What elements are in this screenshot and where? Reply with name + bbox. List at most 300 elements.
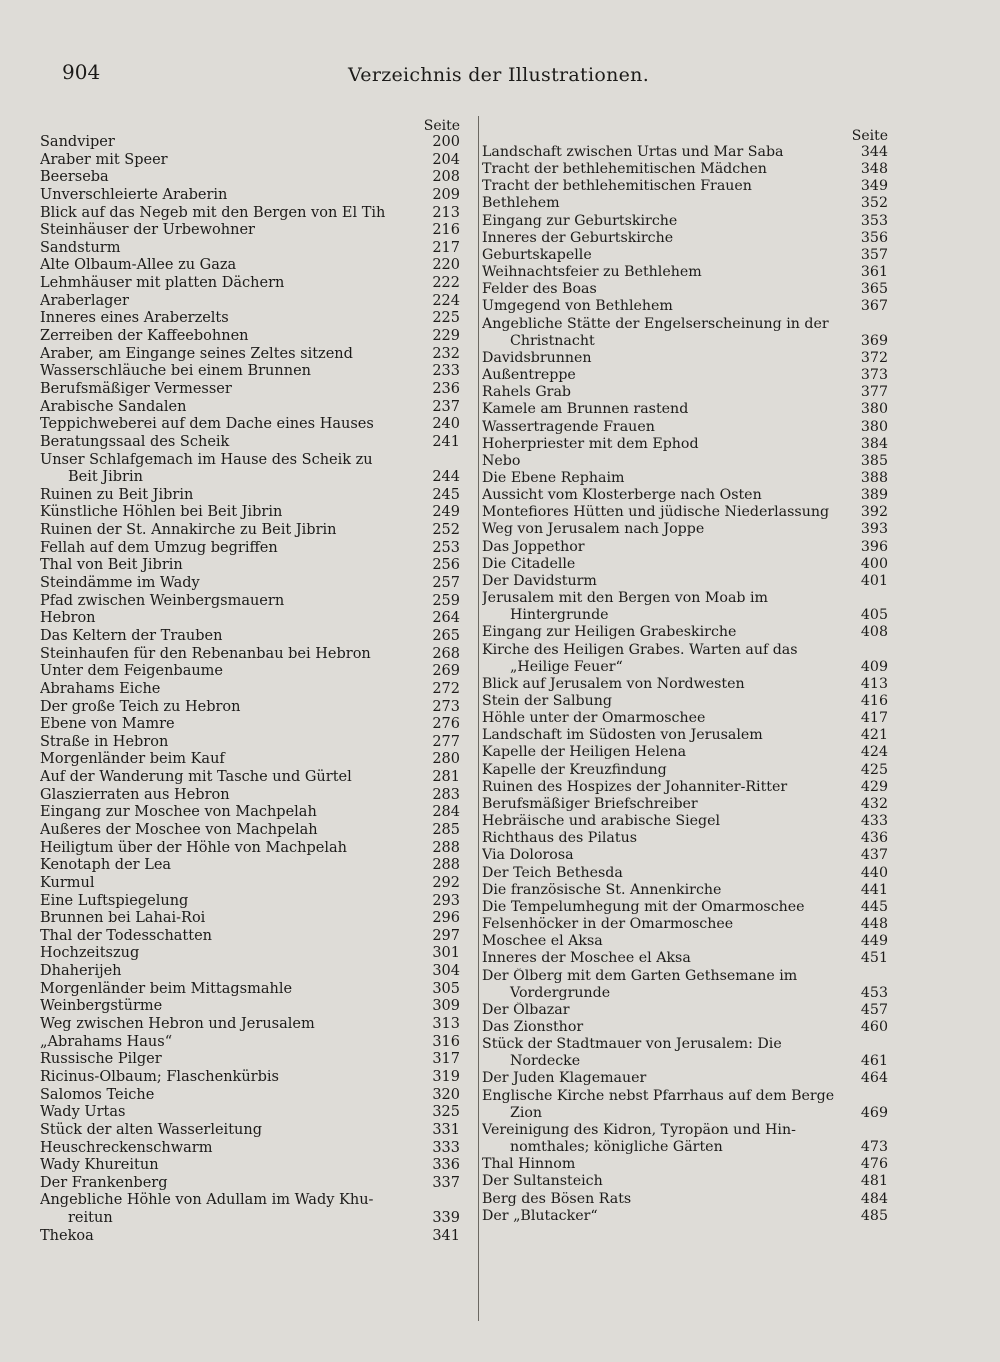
entry-title: Eingang zur Heiligen Grabeskirche [482,624,737,641]
entry-page-number: 241 [432,433,460,450]
entry-title: Hebräische und arabische Siegel [482,813,721,830]
list-item [482,744,888,761]
entry-title: Wady Urtas [40,1104,126,1121]
list-item [482,281,888,298]
entry-page-number: 373 [860,367,888,384]
entry-page-number: 216 [432,222,460,239]
entry-title: Der Juden Klagemauer [482,1070,647,1087]
list-item [482,1019,888,1036]
entry-page-number: 317 [432,1051,460,1068]
entry-page-number: 305 [432,980,460,997]
entry-title: Davidsbrunnen [482,349,592,366]
entry-page-number: 213 [432,204,460,221]
entry-title: Kamele am Brunnen rastend [482,401,689,418]
list-item [40,416,460,434]
list-item [40,910,460,928]
right-entry-list [482,144,888,1225]
list-item [40,1051,460,1069]
list-item [40,1192,460,1227]
list-item [482,968,888,1002]
entry-title: Angebliche Höhle von Adullam im Wady Khu- reitun [40,1192,374,1227]
list-item [482,539,888,556]
entry-page-number: 320 [432,1086,460,1103]
entry-title-continuation: „Heilige Feuer“ [510,658,623,675]
list-item [40,751,460,769]
entry-title: Thekoa [40,1227,94,1244]
entry-title: Auf der Wanderung mit Tasche und Gürtel [40,769,352,786]
list-item [40,1122,460,1140]
list-item [482,298,888,315]
entry-title: Das Joppethor [482,538,585,555]
entry-page-number: 357 [860,246,888,263]
entry-page-number: 400 [860,555,888,572]
entry-page-number: 349 [860,178,888,195]
entry-page-number: 396 [860,538,888,555]
list-item [482,1002,888,1019]
list-item [40,1087,460,1105]
entry-title: Araberlager [40,292,129,309]
entry-page-number: 301 [432,945,460,962]
list-item [40,663,460,681]
entry-page-number: 361 [860,264,888,281]
left-entry-list [40,134,460,1245]
entry-title: Hoherpriester mit dem Ephod [482,435,699,452]
entry-title: Kapelle der Heiligen Helena [482,744,687,761]
entry-title: Felsenhöcker in der Omarmoschee [482,916,734,933]
entry-page-number: 344 [860,144,888,160]
list-item [40,1175,460,1193]
entry-title: Brunnen bei Lahai-Roi [40,910,206,927]
entry-title: Künstliche Höhlen bei Beit Jibrin [40,504,283,521]
entry-page-number: 336 [432,1157,460,1174]
right-column [482,128,888,1225]
entry-page-number: 408 [860,624,888,641]
list-item [482,1070,888,1087]
entry-title: Nebo [482,452,521,469]
entry-title: Ricinus-Ölbaum; Flaschenkürbis [40,1068,279,1085]
entry-page-number: 367 [860,298,888,315]
entry-title: Äußeres der Moschee von Machpelah [40,821,318,838]
entry-page-number: 293 [432,892,460,909]
list-item [482,727,888,744]
entry-title: Beratungssaal des Scheik [40,433,230,450]
list-item [482,419,888,436]
list-item [482,470,888,487]
entry-title: Das Zionsthor [482,1018,584,1035]
entry-page-number: 269 [432,663,460,680]
list-item [40,1016,460,1034]
entry-page-number: 233 [432,363,460,380]
entry-page-number: 217 [432,239,460,256]
entry-page-number: 200 [432,134,460,150]
entry-title: Salomos Teiche [40,1086,155,1103]
entry-title: Jerusalem mit den Bergen von Moab im Hintergrunde [482,590,769,624]
entry-title: Kirche des Heiligen Grabes. Warten auf das „Heilige Feuer“ [482,641,798,675]
list-item [40,152,460,170]
entry-page-number: 224 [432,292,460,309]
list-item [40,1034,460,1052]
entry-title: Wassertragende Frauen [482,418,655,435]
entry-page-number: 413 [860,675,888,692]
entry-page-number: 297 [432,927,460,944]
list-item [482,796,888,813]
page-number: 904 [62,60,101,84]
list-item [482,1191,888,1208]
entry-page-number: 484 [860,1190,888,1207]
column-divider [478,116,479,1321]
entry-title: Pfad zwischen Weinbergsmauern [40,592,285,609]
list-item [482,865,888,882]
list-item [482,1088,888,1122]
entry-title: Unser Schlafgemach im Hause des Scheik zu Beit Jibrin [40,451,373,486]
list-item [40,716,460,734]
list-item [40,522,460,540]
entry-page-number: 252 [432,522,460,539]
entry-page-number: 377 [860,384,888,401]
entry-title: Die französische St. Annenkirche [482,881,722,898]
list-item [482,247,888,264]
entry-title: Bethlehem [482,195,560,212]
list-item [40,169,460,187]
entry-title: Der Frankenberg [40,1174,168,1191]
list-item [40,681,460,699]
entry-title: Kurmul [40,874,95,891]
list-item [482,882,888,899]
entry-title: Teppichweberei auf dem Dache eines Hauses [40,416,374,433]
entry-title: Blick auf Jerusalem von Nordwesten [482,675,745,692]
entry-page-number: 460 [860,1018,888,1035]
entry-page-number: 325 [432,1104,460,1121]
entry-page-number: 341 [432,1227,460,1244]
list-item [40,240,460,258]
entry-title: Der Ölberg mit dem Garten Gethsemane im Vordergrunde [482,967,798,1001]
entry-title: Russische Pilger [40,1051,162,1068]
entry-page-number: 232 [432,345,460,362]
entry-title: Heiligtum über der Höhle von Machpelah [40,839,347,856]
list-item [40,822,460,840]
entry-page-number: 237 [432,398,460,415]
list-item [482,642,888,676]
entry-page-number: 296 [432,910,460,927]
list-item [482,1208,888,1225]
entry-title: Der Ölbazar [482,1001,570,1018]
list-item [40,1104,460,1122]
entry-page-number: 225 [432,310,460,327]
entry-title: Richthaus des Pilatus [482,830,637,847]
entry-title: Aussicht vom Klosterberge nach Osten [482,487,762,504]
entry-title: Der „Blutacker“ [482,1207,598,1224]
entry-title: Zerreiben der Kaffeebohnen [40,328,249,345]
entry-page-number: 356 [860,229,888,246]
list-item [40,293,460,311]
entry-page-number: 280 [432,751,460,768]
list-item [40,275,460,293]
left-column [40,118,460,1245]
seite-label-left: Seite [423,118,460,134]
entry-title: Kenotaph der Lea [40,857,172,874]
entry-title: Steinhaufen für den Rebenanbau bei Hebron [40,645,371,662]
list-item [40,328,460,346]
entry-title-continuation: nomthales; königliche Gärten [510,1139,723,1156]
entry-page-number: 240 [432,416,460,433]
entry-title: „Abrahams Haus“ [40,1033,173,1050]
list-item [482,401,888,418]
entry-title: Ruinen der St. Annakirche zu Beit Jibrin [40,522,337,539]
entry-title: Tracht der bethlehemitischen Frauen [482,178,752,195]
entry-title: Araber, am Eingange seines Zeltes sitzend [40,345,353,362]
entry-title: Der Sultansteich [482,1173,603,1190]
list-item [40,381,460,399]
list-item [40,399,460,417]
entry-title: Der große Teich zu Hebron [40,698,241,715]
entry-page-number: 284 [432,804,460,821]
list-item [40,1228,460,1246]
entry-title: Höhle unter der Omarmoschee [482,710,706,727]
list-item [482,1156,888,1173]
entry-title: Thal Hinnom [482,1156,576,1173]
entry-title: Via Dolorosa [482,847,574,864]
entry-page-number: 421 [860,727,888,744]
entry-title: Landschaft zwischen Urtas und Mar Saba [482,144,784,160]
list-item [40,222,460,240]
list-item [482,367,888,384]
list-item [40,593,460,611]
list-item [40,346,460,364]
list-item [40,628,460,646]
entry-title: Moschee el Aksa [482,933,603,950]
entry-title: Inneres eines Araberzelts [40,310,229,327]
entry-title: Vereinigung des Kidron, Tyropäon und Hin- nomthales; königliche Gärten [482,1121,796,1156]
entry-page-number: 417 [860,710,888,727]
list-item [40,610,460,628]
entry-page-number: 236 [432,380,460,397]
entry-title: Lehmhäuser mit platten Dächern [40,275,285,292]
list-item [40,875,460,893]
entry-page-number: 304 [432,963,460,980]
entry-page-number: 388 [860,469,888,486]
entry-page-number: 288 [432,839,460,856]
list-item [40,893,460,911]
list-item [482,556,888,573]
entry-title: Die Tempelumhegung mit der Omarmoschee [482,898,805,915]
entry-page-number: 333 [432,1139,460,1156]
list-item [482,813,888,830]
entry-title: Angebliche Stätte der Engelserscheinung in der Christnacht [482,315,829,349]
entry-page-number: 384 [860,435,888,452]
list-item [482,830,888,847]
entry-page-number: 393 [860,521,888,538]
entry-page-number: 253 [432,539,460,556]
entry-title: Wady Khureitun [40,1157,159,1174]
entry-page-number: 441 [860,881,888,898]
entry-page-number: 432 [860,795,888,812]
list-item [40,557,460,575]
list-item [482,230,888,247]
entry-title: Die Ebene Rephaim [482,469,625,486]
list-item [40,504,460,522]
list-item [482,693,888,710]
entry-page-number: 481 [860,1173,888,1190]
entry-page-number: 283 [432,786,460,803]
entry-page-number: 461 [860,1053,888,1070]
entry-page-number: 453 [860,984,888,1001]
entry-page-number: 429 [860,778,888,795]
list-item [482,504,888,521]
entry-page-number: 208 [432,169,460,186]
list-item [40,310,460,328]
entry-page-number: 277 [432,733,460,750]
entry-page-number: 451 [860,950,888,967]
list-item [40,434,460,452]
entry-page-number: 385 [860,452,888,469]
entry-page-number: 256 [432,557,460,574]
list-item [482,316,888,350]
entry-title: Wasserschläuche bei einem Brunnen [40,363,311,380]
list-item [40,187,460,205]
entry-page-number: 348 [860,161,888,178]
entry-page-number: 257 [432,575,460,592]
entry-title: Beerseba [40,169,109,186]
entry-page-number: 485 [860,1207,888,1224]
seite-label-right: Seite [851,128,888,144]
entry-page-number: 352 [860,195,888,212]
entry-title: Sandviper [40,134,115,150]
entry-page-number: 259 [432,592,460,609]
entry-title: Weihnachtsfeier zu Bethlehem [482,264,702,281]
entry-title: Außentreppe [482,367,576,384]
list-item [40,487,460,505]
entry-page-number: 380 [860,418,888,435]
entry-page-number: 337 [432,1174,460,1191]
list-item [482,1036,888,1070]
entry-page-number: 249 [432,504,460,521]
list-item [40,840,460,858]
entry-title: Das Keltern der Trauben [40,627,223,644]
entry-title: Ruinen zu Beit Jibrin [40,486,194,503]
list-item [40,787,460,805]
list-item [40,134,460,152]
entry-page-number: 365 [860,281,888,298]
list-item [40,804,460,822]
entry-title: Eine Luftspiegelung [40,892,189,909]
entry-title: Stück der alten Wasserleitung [40,1121,262,1138]
entry-title: Landschaft im Südosten von Jerusalem [482,727,763,744]
entry-page-number: 464 [860,1070,888,1087]
entry-title: Arabische Sandalen [40,398,187,415]
entry-title: Geburtskapelle [482,246,592,263]
entry-title: Dhaherijeh [40,963,122,980]
entry-page-number: 449 [860,933,888,950]
list-item [482,1122,888,1156]
list-item [40,257,460,275]
entry-title: Montefiores Hütten und jüdische Niederlassung [482,504,830,521]
list-item [40,452,460,487]
list-item [482,933,888,950]
entry-title-continuation: Hintergrunde [510,607,609,624]
entry-title: Fellah auf dem Umzug begriffen [40,539,278,556]
list-item [40,646,460,664]
list-item [40,575,460,593]
entry-title: Eingang zur Moschee von Machpelah [40,804,317,821]
entry-page-number: 401 [860,572,888,589]
list-item [482,195,888,212]
running-head: Verzeichnis der Illustrationen. [348,64,650,86]
entry-title: Unter dem Feigenbaume [40,663,224,680]
list-item [40,363,460,381]
entry-title-continuation: Beit Jibrin [68,469,143,486]
entry-page-number: 339 [432,1210,460,1227]
entry-title: Weg zwischen Hebron und Jerusalem [40,1016,315,1033]
list-item [40,945,460,963]
entry-page-number: 273 [432,698,460,715]
entry-title: Die Citadelle [482,555,576,572]
list-item [482,573,888,590]
entry-title: Steindämme im Wady [40,575,200,592]
entry-page-number: 313 [432,1016,460,1033]
list-item [40,928,460,946]
entry-page-number: 469 [860,1104,888,1121]
entry-page-number: 473 [860,1139,888,1156]
entry-page-number: 309 [432,998,460,1015]
entry-page-number: 245 [432,486,460,503]
entry-title: Sandsturm [40,239,121,256]
entry-page-number: 372 [860,349,888,366]
list-item [482,436,888,453]
entry-page-number: 448 [860,916,888,933]
entry-page-number: 457 [860,1001,888,1018]
entry-title: Kapelle der Kreuzfindung [482,761,667,778]
list-item [482,624,888,641]
list-item [482,161,888,178]
entry-title: Straße in Hebron [40,733,169,750]
entry-page-number: 437 [860,847,888,864]
entry-page-number: 220 [432,257,460,274]
entry-title: Umgegend von Bethlehem [482,298,673,315]
entry-page-number: 268 [432,645,460,662]
list-item [482,487,888,504]
entry-title-continuation: reitun [68,1210,113,1227]
list-item [482,1173,888,1190]
entry-page-number: 265 [432,627,460,644]
entry-page-number: 353 [860,212,888,229]
list-item [40,699,460,717]
entry-page-number: 331 [432,1121,460,1138]
entry-title-continuation: Zion [510,1104,543,1121]
entry-page-number: 476 [860,1156,888,1173]
entry-page-number: 389 [860,487,888,504]
entry-title: Der Davidsturm [482,572,597,589]
entry-title: Berg des Bösen Rats [482,1190,632,1207]
entry-page-number: 204 [432,151,460,168]
list-item [482,779,888,796]
list-item [482,847,888,864]
entry-page-number: 445 [860,898,888,915]
entry-page-number: 409 [860,658,888,675]
list-item [482,213,888,230]
entry-page-number: 416 [860,693,888,709]
list-item [482,676,888,693]
entry-title: Ruinen des Hospizes der Johanniter-Ritter [482,778,788,795]
entry-title: Weg von Jerusalem nach Joppe [482,521,705,538]
entry-title: Stück der Stadtmauer von Jerusalem: Die Nordecke [482,1036,782,1070]
list-item [482,916,888,933]
entry-page-number: 424 [860,744,888,761]
entry-title: Englische Kirche nebst Pfarrhaus auf dem Berge Zion [482,1087,835,1121]
entry-page-number: 316 [432,1033,460,1050]
list-item [40,963,460,981]
entry-page-number: 392 [860,504,888,521]
entry-title-continuation: Nordecke [510,1053,581,1070]
